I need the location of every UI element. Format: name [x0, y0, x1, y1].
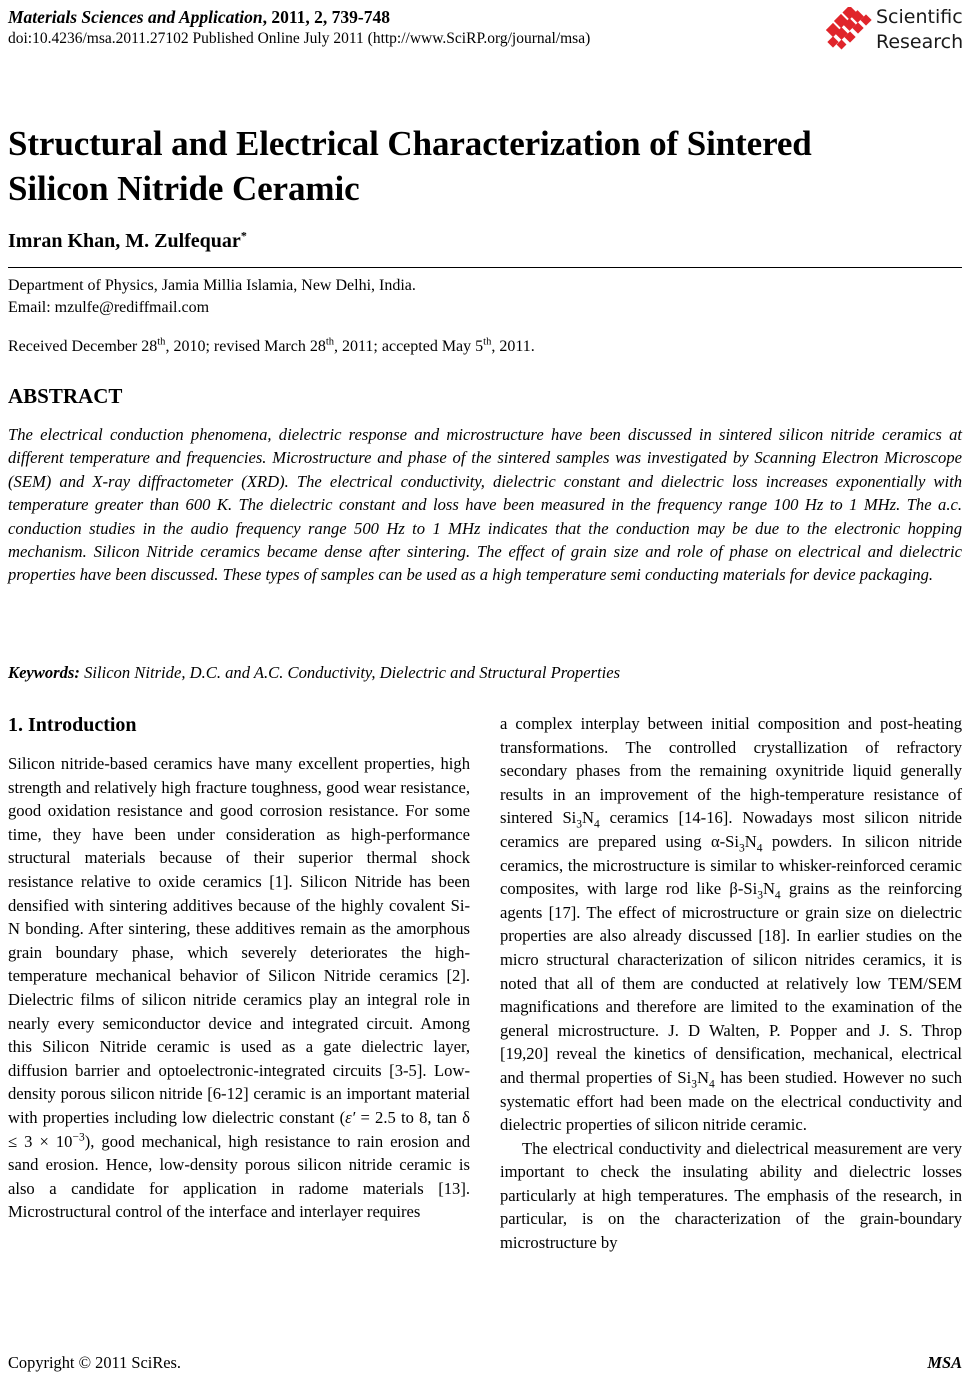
keywords-label: Keywords:	[8, 663, 80, 682]
exponent-minus-three: −3	[72, 1130, 85, 1143]
right-para-text-a: a complex interplay between initial composition and post-heating transformations. The controlled crystallization of refractory secondary phases from the remaining oxynitride liquid generally results in an improvement of the high-temperature resistance of sintered Si	[500, 714, 962, 828]
author-names: Imran Khan, M. Zulfequar	[8, 230, 241, 252]
accepted-rest: , 2011.	[491, 338, 535, 355]
epsilon-prime-symbol: ε′	[345, 1107, 356, 1127]
paragraph-left-1	[8, 752, 470, 1224]
left-para-text-b: = 2.5 to 8, tan	[355, 1107, 463, 1127]
subscript-4-a: 4	[594, 818, 600, 831]
affiliation-block	[8, 275, 608, 319]
scientific-research-diamonds-icon	[826, 7, 874, 55]
abstract-heading: ABSTRACT	[8, 384, 123, 408]
paragraph-right-1	[500, 712, 962, 1137]
subscript-4-d: 4	[709, 1078, 715, 1091]
body-column-left	[8, 712, 470, 1224]
subscript-4-c: 4	[774, 889, 781, 902]
right-para-text-d: N	[744, 831, 757, 851]
email-line: Email: mzulfe@rediffmail.com	[8, 299, 210, 316]
left-para-text-d: ), good mechanical, high resistance to rain erosion and sand erosion. Hence, low-density porous silicon nitride ceramic is also a candidate for application in radome materials [13]. Microstructural control of the interface and interlayer requires	[8, 1131, 470, 1222]
journal-name: Materials Sciences and Application	[8, 7, 263, 27]
subscript-4-b: 4	[756, 842, 763, 855]
copyright-notice: Copyright © 2011 SciRes.	[8, 1353, 182, 1372]
paper-title: Structural and Electrical Characterization of Sintered Silicon Nitride Ceramic	[8, 124, 812, 209]
doi-line: doi:10.4236/msa.2011.27102 Published Online July 2011 (http://www.SciRP.org/journal/msa)	[8, 30, 591, 47]
journal-abbreviation: MSA	[927, 1353, 962, 1372]
running-head	[8, 6, 828, 49]
author-divider	[8, 267, 962, 268]
body-column-right	[500, 712, 962, 1255]
revised-label: , 2010; revised March 28	[165, 338, 326, 355]
right-para-text-i: has been studied. However no such systematic effort had been made on the electrical conductivity and dielectric properties of silicon nitride ceramic.	[500, 1067, 963, 1135]
journal-citation: , 2011, 2, 739-748	[262, 7, 390, 27]
author-list	[8, 228, 958, 254]
publisher-name	[876, 5, 963, 55]
publisher-logo	[824, 4, 966, 58]
accepted-ordinal: th	[483, 336, 492, 348]
right-para-text-g: grains as the reinforcing agents [17]. The effect of microstructure or grain size on dielectric properties are also already discussed [18]. In earlier studies on the micro structural characterization of silicon nitrides ceramics, it is noted that all of them are conducted at relatively low TEM/SEM magnifications and therefore are limited to the examination of the general microstructure. J. D Walten, P. Popper and J. S. Throp [19,20] reveal the kinetics of densification, mechanical, electrical and thermal properties of Si	[500, 879, 962, 1087]
revised-ordinal: th	[325, 336, 335, 348]
left-para-text-a: Silicon nitride-based ceramics have many excellent properties, high strength and relatively high fracture toughness, good wear resistance, good oxidation resistance and good corrosion resistance. For some time, they have been under consideration as high-performance structural materials because of their superior thermal shock resistance relative to oxide ceramics [1]. Silicon Nitride has been densified with sintering additives because of the highly covalent Si-N bonding. After sintering, these additives remain as the amorphous grain boundary phase, which severely deteriorates the high-temperature mechanical behavior of Silicon Nitride ceramics [2]. Dielectric films of silicon nitride ceramics play an integral role in nearly every semiconductor device and integrated circuit. Among this Silicon Nitride ceramic is used as a gate dielectric layer, diffusion barrier and optoelectronic-integrated circuits [3-5]. Low-density porous silicon nitride [6-12] ceramic is an important material with properties including low dielectric constant (	[8, 754, 470, 1127]
abstract-text: The electrical conduction phenomena, dielectric response and microstructure have been discussed in sintered silicon nitride ceramics at different temperature and frequencies. Microstructure and phase of the sintered samples was investigated by Scanning Electron Microscope (SEM) and X-ray diffractometer (XRD). The electrical conductivity, dielectric constant and dielectric loss increases exponentially with temperature greater than 600 K. The dielectric constant and loss have been measured in the frequency range 100 Hz to 1 MHz. The a.c. conduction studies in the audio frequency range 500 Hz to 1 MHz indicates that the conduction may be due to the electronic hopping mechanism. Silicon Nitride ceramics became dense after sintering. The effect of grain size and role of phase on electrical and dielectric properties have been discussed. These types of samples can be used as a high temperature semi conducting materials for device packaging.	[8, 425, 962, 585]
left-para-text-c: ≤ 3 × 10	[8, 1131, 73, 1151]
delta-symbol: δ	[462, 1107, 470, 1127]
journal-citation-line	[8, 6, 828, 28]
affiliation-line: Department of Physics, Jamia Millia Islamia, New Delhi, India.	[8, 277, 416, 294]
corresponding-author-marker: *	[240, 228, 247, 243]
right-para-text-f: N	[762, 879, 775, 899]
publisher-name-line1: Scientific	[876, 6, 963, 28]
accepted-label: , 2011; accepted May 5	[334, 338, 484, 355]
publisher-name-line2: Research	[876, 31, 964, 53]
subscript-3-c: 3	[757, 889, 763, 902]
subscript-3-a: 3	[576, 818, 583, 831]
page-footer	[8, 1352, 962, 1374]
right-para-text-b: N	[582, 808, 595, 828]
publication-dates	[8, 336, 948, 358]
received-label: Received December 28	[8, 338, 158, 355]
subscript-3-d: 3	[691, 1078, 698, 1091]
keywords-values: Silicon Nitride, D.C. and A.C. Conductivity, Dielectric and Structural Properties	[84, 663, 621, 682]
section-heading-introduction: 1. Introduction	[8, 714, 137, 736]
right-para-text-e: powders. In silicon nitride ceramics, the microstructure is similar to whisker-reinforced ceramic composites, with large rod like β-Si	[500, 831, 962, 899]
right-para-text-h: N	[697, 1067, 709, 1087]
right-para-text-c: ceramics [14-16]. Nowadays most silicon nitride ceramics are prepared using α-Si	[500, 808, 962, 851]
keywords-line	[8, 661, 962, 684]
received-ordinal: th	[157, 336, 166, 348]
paragraph-right-2: The electrical conductivity and dielectrical measurement are very important to check the insulating ability and dielectric losses particularly at high temperatures. The emphasis of the research, in particular, is on the characterization of the grain-boundary microstructure by	[500, 1138, 962, 1253]
subscript-3-b: 3	[739, 842, 745, 855]
